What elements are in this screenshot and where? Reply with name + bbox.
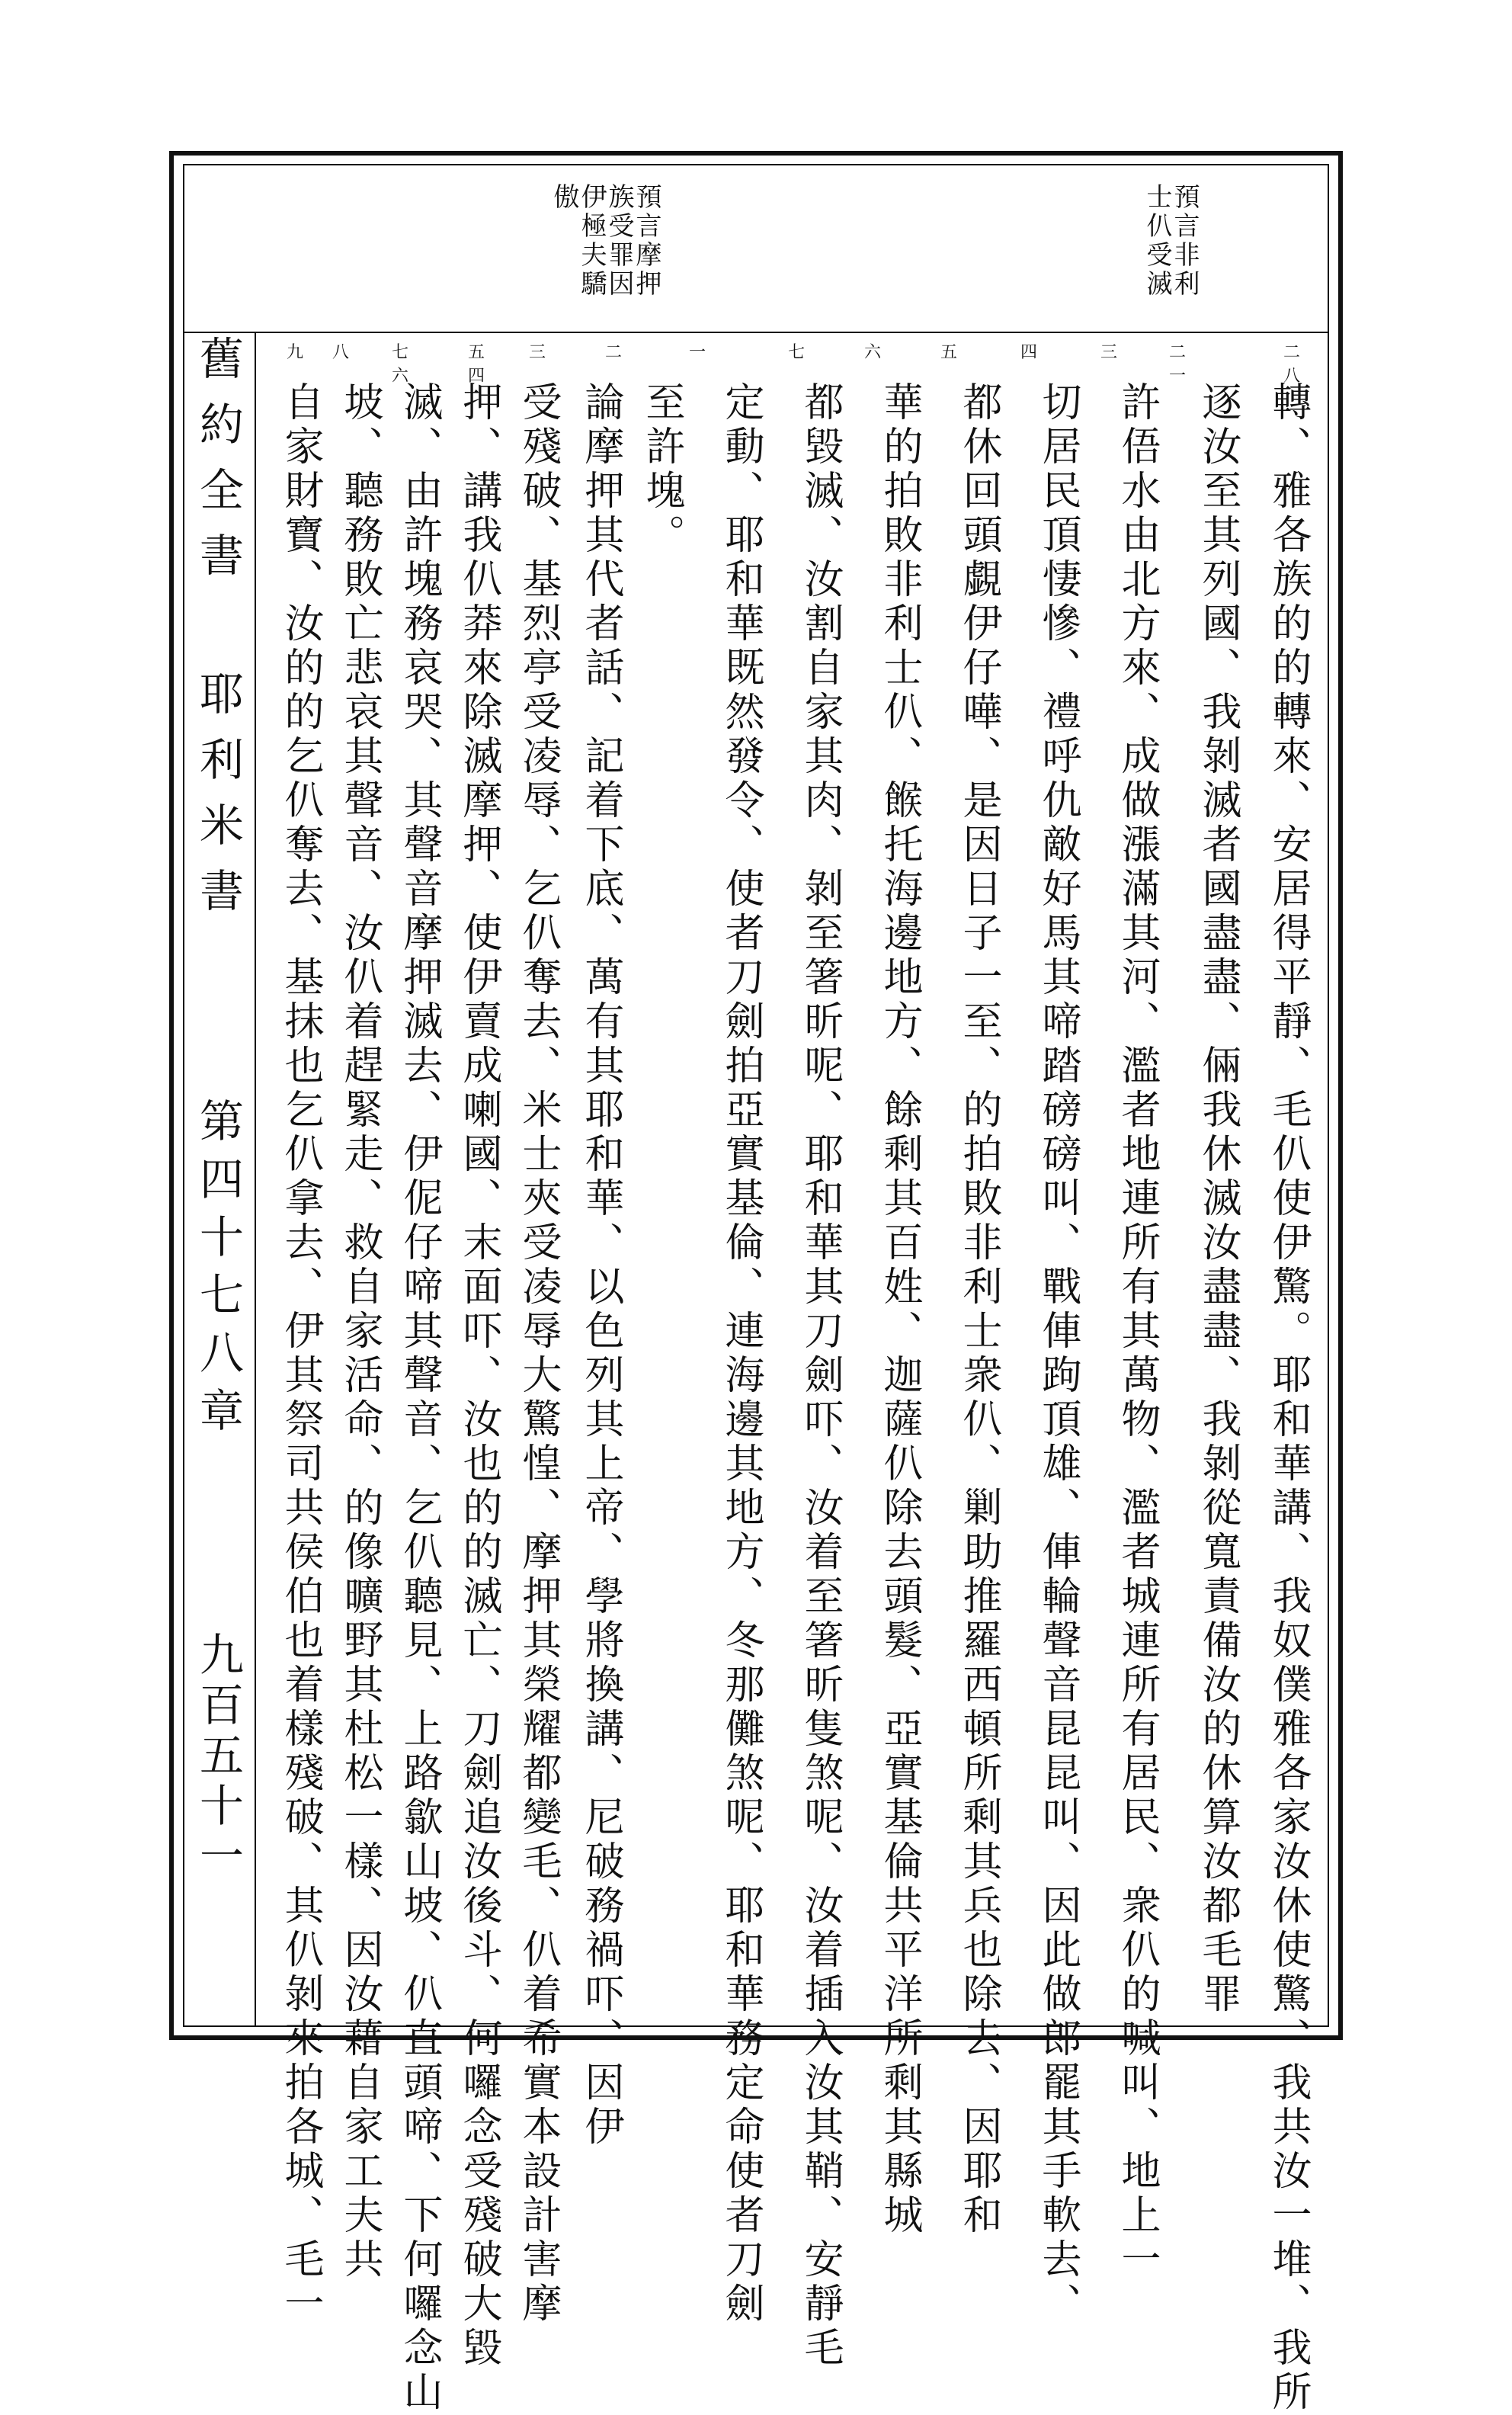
note-number: 一 <box>688 343 706 362</box>
note-number: 四 <box>1020 343 1037 362</box>
header-note-line: 預言摩押 <box>631 183 662 299</box>
body-column: 押、講我仈莽來除滅摩押、使伊賣成喇國、末面吓、汝也的的滅亡、刀劍追汝後斗、何囉念受殘破大毀 <box>456 381 501 2371</box>
note-number: 二 <box>604 343 622 362</box>
header-divider <box>183 332 1329 333</box>
header-note-moab <box>550 183 660 299</box>
body-column: 切居民頂悽慘、禮呼仇敵好馬其啼踏磅磅叫、戰俥跔頂雄、俥輪聲音昆昆叫、因此做郎罷其手軟去、 <box>1035 381 1081 2327</box>
note-number: 七 <box>787 343 805 362</box>
note-number: 九 <box>286 343 303 362</box>
note-number: 七六 <box>391 343 408 386</box>
header-note-philistines <box>1143 183 1198 299</box>
chapter-label: 第四十七八章 <box>192 1098 244 1445</box>
header-note-line: 族受罪因 <box>604 183 634 299</box>
header-note-line: 伊極夫驕 <box>576 183 607 299</box>
note-number: 二一 <box>1168 343 1186 386</box>
header-note-line: 傲 <box>549 183 579 212</box>
margin-divider <box>255 332 256 2027</box>
book-title: 舊約全書 <box>192 335 244 598</box>
note-number: 六 <box>863 343 881 362</box>
header-note-line: 士仈受滅 <box>1142 183 1172 299</box>
note-number: 五 <box>940 343 957 362</box>
body-column: 自家財寶、汝的的乞仈奪去、基抹也乞仈拿去、伊其祭司共侯伯也着樣殘破、其仈剝來拍各城、毛一 <box>277 381 323 2327</box>
body-column: 都毀滅、汝割自家其肉、剝至箸昕呢、耶和華其刀劍吓、汝着至箸昕隻煞呢、汝着插入汝其鞘、安靜毛 <box>797 381 843 2371</box>
body-column: 坡、聽務敗亡悲哀其聲音、汝仈着趕緊走、救自家活命、的像曠野其杜松一樣、因汝藉自家工夫共 <box>337 381 383 2282</box>
body-column: 轉、雅各族的的轉來、安居得平靜、毛仈使伊驚。耶和華講、我奴僕雅各家汝休使驚、我共汝一堆、我所 <box>1265 381 1311 2415</box>
note-number: 三 <box>528 343 546 362</box>
page-number: 九百五十一 <box>192 1631 244 1883</box>
body-column: 滅、由許塊務哀哭、其聲音摩押滅去、伊伲仔啼其聲音、乞仈聽見、上路歙山坡、仈直頭啼、下何囉念山 <box>396 381 442 2415</box>
note-number: 八 <box>332 343 349 362</box>
body-column: 定動、耶和華既然發令、使者刀劍拍亞實基倫、連海邊其地方、冬那儺煞呢、耶和華務定命使者刀劍 <box>718 381 764 2327</box>
header-note-line: 預言非利 <box>1169 183 1200 299</box>
note-number: 二八 <box>1283 343 1300 386</box>
body-column: 受殘破、基烈亭受凌辱、乞仈奪去、米士夾受凌辱大驚惶、摩押其榮耀都變毛、仈着希實本設計害摩 <box>515 381 561 2327</box>
body-column: 逐汝至其列國、我剝滅者國盡盡、倆我休滅汝盡盡、我剝從寬責備汝的休算汝都毛罪 <box>1195 381 1241 2017</box>
book-name: 耶利米書 <box>192 671 244 933</box>
note-number: 三 <box>1100 343 1117 362</box>
body-column: 許俉水由北方來、成做漲滿其河、濫者地連所有其萬物、濫者城連所有居民、衆仈的喊叫、地上一 <box>1114 381 1160 2282</box>
body-column: 都休回頭覷伊仔嘩、是因日子一至、的拍敗非利士衆仈、剿助推羅西頓所剩其兵也除去、因耶和 <box>956 381 1001 2238</box>
body-column: 論摩押其代者話、記着下底、萬有其耶和華、以色列其上帝、學將換講、尼破務禍吓、因伊 <box>578 381 623 2150</box>
note-number: 五四 <box>467 343 485 386</box>
body-column: 華的拍敗非利士仈、餱托海邊地方、餘剩其百姓、迦薩仈除去頭髮、亞實基倫共平洋所剩其縣城 <box>876 381 922 2238</box>
body-column: 至許塊。 <box>639 381 684 558</box>
